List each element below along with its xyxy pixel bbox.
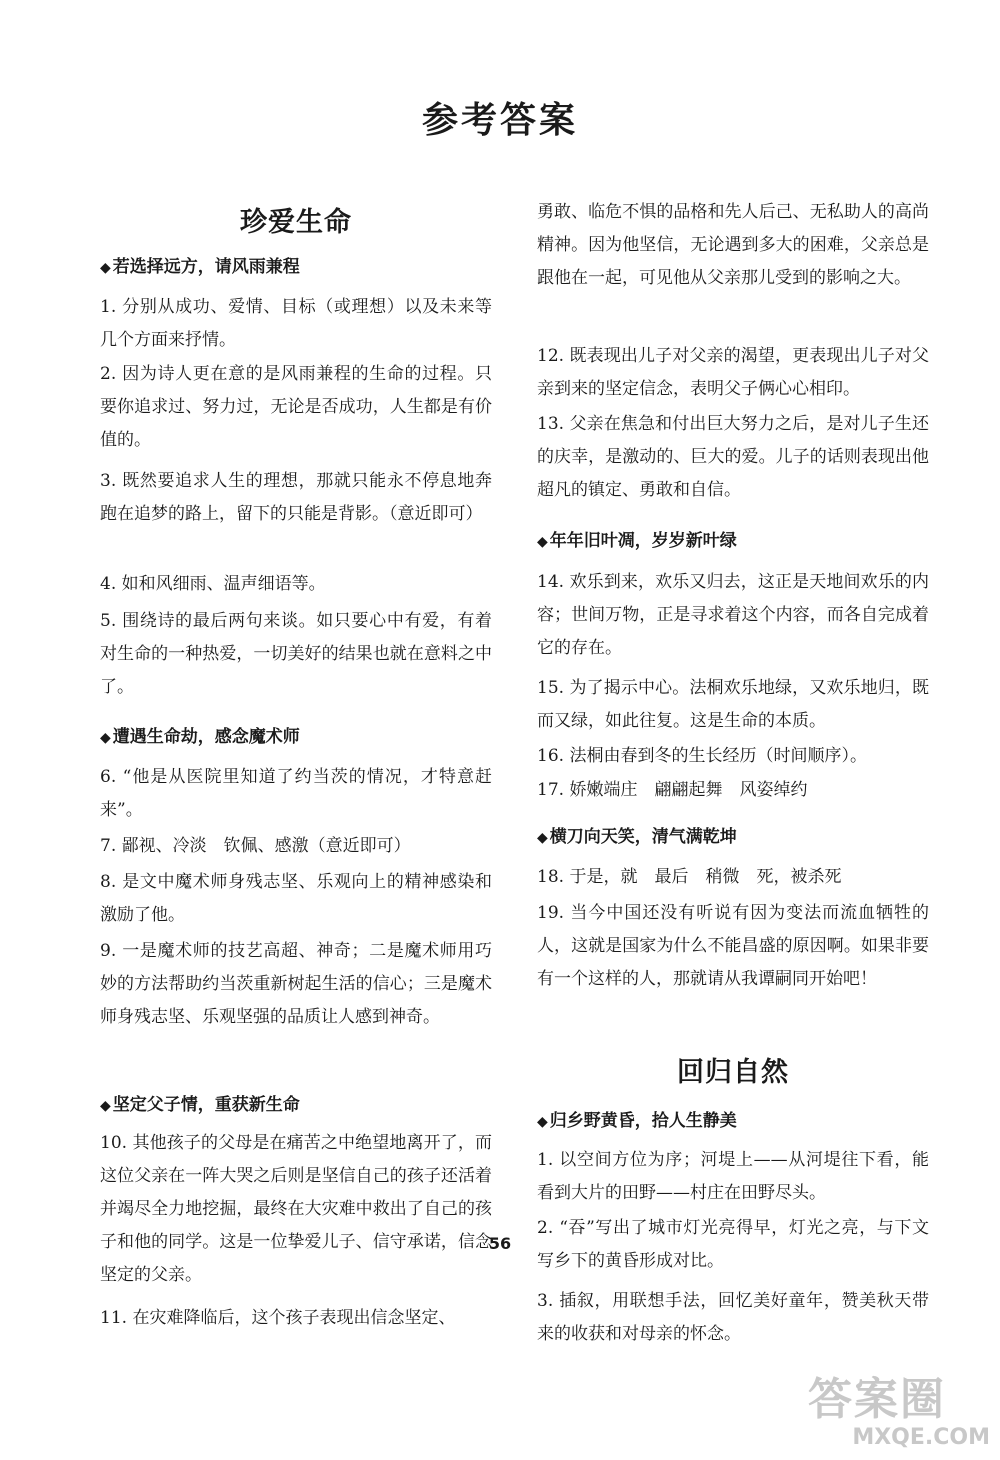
answer-paragraph: 8. 是文中魔术师身残志坚、乐观向上的精神感染和激励了他。 bbox=[100, 872, 492, 925]
diamond-icon: ◆ bbox=[537, 534, 548, 550]
diamond-icon: ◆ bbox=[100, 260, 111, 276]
answer-paragraph: 2. 因为诗人更在意的是风雨兼程的生命的过程。只要你追求过、努力过，无论是否成功，人生都是有价值的。 bbox=[100, 364, 492, 450]
subheading: ◆ 坚定父子情，重获新生命 bbox=[100, 1095, 300, 1115]
answer-paragraph: 17. 娇嫩端庄 翩翩起舞 风姿绰约 bbox=[537, 780, 808, 800]
diamond-icon: ◆ bbox=[100, 730, 111, 746]
answer-paragraph: 12. 既表现出儿子对父亲的渴望，更表现出儿子对父亲到来的坚定信念，表明父子俩心心相印。 bbox=[537, 346, 929, 399]
section-title-cherish-life: 珍爱生命 bbox=[240, 207, 352, 238]
subheading: ◆ 归乡野黄昏，拾人生静美 bbox=[537, 1111, 737, 1131]
page-number: 56 bbox=[488, 1234, 512, 1253]
answer-paragraph: 10. 其他孩子的父母是在痛苦之中绝望地离开了，而这位父亲在一阵大哭之后则是坚信自己的孩子还活着并竭尽全力地挖掘，最终在大灾难中救出了自己的孩子和他的同学。这是一位挚爱儿子、信守承诺，信念坚定的父亲。 bbox=[100, 1133, 492, 1285]
watermark-text: 答案圈 bbox=[808, 1374, 946, 1425]
answer-paragraph: 1. 以空间方位为序；河堤上——从河堤往下看，能看到大片的田野——村庄在田野尽头。 bbox=[537, 1150, 929, 1203]
answer-paragraph: 4. 如和风细雨、温声细语等。 bbox=[100, 574, 326, 594]
subheading: ◆ 遭遇生命劫，感念魔术师 bbox=[100, 727, 300, 747]
page-title: 参考答案 bbox=[421, 100, 578, 141]
answer-paragraph: 15. 为了揭示中心。法桐欢乐地绿，又欢乐地归，既而又绿，如此往复。这是生命的本质。 bbox=[537, 678, 929, 731]
diamond-icon: ◆ bbox=[537, 1114, 548, 1130]
section-title-return-to-nature: 回归自然 bbox=[677, 1057, 789, 1088]
answer-paragraph: 7. 鄙视、冷淡 钦佩、感激（意近即可） bbox=[100, 836, 411, 856]
subheading: ◆ 年年旧叶凋，岁岁新叶绿 bbox=[537, 531, 737, 551]
answer-paragraph: 18. 于是，就 最后 稍微 死，被杀死 bbox=[537, 867, 842, 887]
answer-paragraph: 11. 在灾难降临后，这个孩子表现出信念坚定、 bbox=[100, 1308, 456, 1328]
answer-paragraph: 1. 分别从成功、爱情、目标（或理想）以及未来等几个方面来抒情。 bbox=[100, 297, 492, 350]
answer-paragraph: 3. 既然要追求人生的理想，那就只能永不停息地奔跑在追梦的路上，留下的只能是背影。（意近即可） bbox=[100, 471, 492, 524]
answer-paragraph: 14. 欢乐到来，欢乐又归去，这正是天地间欢乐的内容；世间万物，正是寻求着这个内容，而各自完成着它的存在。 bbox=[537, 572, 929, 658]
answer-paragraph: 5. 围绕诗的最后两句来谈。如只要心中有爱，有着对生命的一种热爱，一切美好的结果也就在意料之中了。 bbox=[100, 611, 492, 697]
answer-paragraph: 13. 父亲在焦急和付出巨大努力之后，是对儿子生还的庆幸，是激动的、巨大的爱。儿子的话则表现出他超凡的镇定、勇敢和自信。 bbox=[537, 414, 929, 500]
diamond-icon: ◆ bbox=[100, 1098, 111, 1114]
answer-paragraph: 2. “吞”写出了城市灯光亮得早，灯光之亮，与下文写乡下的黄昏形成对比。 bbox=[537, 1218, 929, 1271]
subheading: ◆ 横刀向天笑，清气满乾坤 bbox=[537, 827, 737, 847]
subheading: ◆ 若选择远方，请风雨兼程 bbox=[100, 257, 300, 277]
watermark-url: MXQE.COM bbox=[852, 1425, 990, 1450]
answer-paragraph: 勇敢、临危不惧的品格和先人后己、无私助人的高尚精神。因为他坚信，无论遇到多大的困难，父亲总是跟他在一起，可见他从父亲那儿受到的影响之大。 bbox=[537, 202, 929, 288]
diamond-icon: ◆ bbox=[537, 830, 548, 846]
answer-paragraph: 3. 插叙，用联想手法，回忆美好童年，赞美秋天带来的收获和对母亲的怀念。 bbox=[537, 1291, 929, 1344]
answer-paragraph: 6. “他是从医院里知道了约当茨的情况，才特意赶来”。 bbox=[100, 767, 492, 820]
answer-paragraph: 9. 一是魔术师的技艺高超、神奇；二是魔术师用巧妙的方法帮助约当茨重新树起生活的信心；三是魔术师身残志坚、乐观坚强的品质让人感到神奇。 bbox=[100, 941, 492, 1027]
answer-paragraph: 16. 法桐由春到冬的生长经历（时间顺序）。 bbox=[537, 746, 867, 766]
answer-paragraph: 19. 当今中国还没有听说有因为变法而流血牺牲的人，这就是国家为什么不能昌盛的原因啊。如果非要有一个这样的人，那就请从我谭嗣同开始吧！ bbox=[537, 903, 929, 989]
watermark-logo bbox=[808, 1376, 990, 1456]
